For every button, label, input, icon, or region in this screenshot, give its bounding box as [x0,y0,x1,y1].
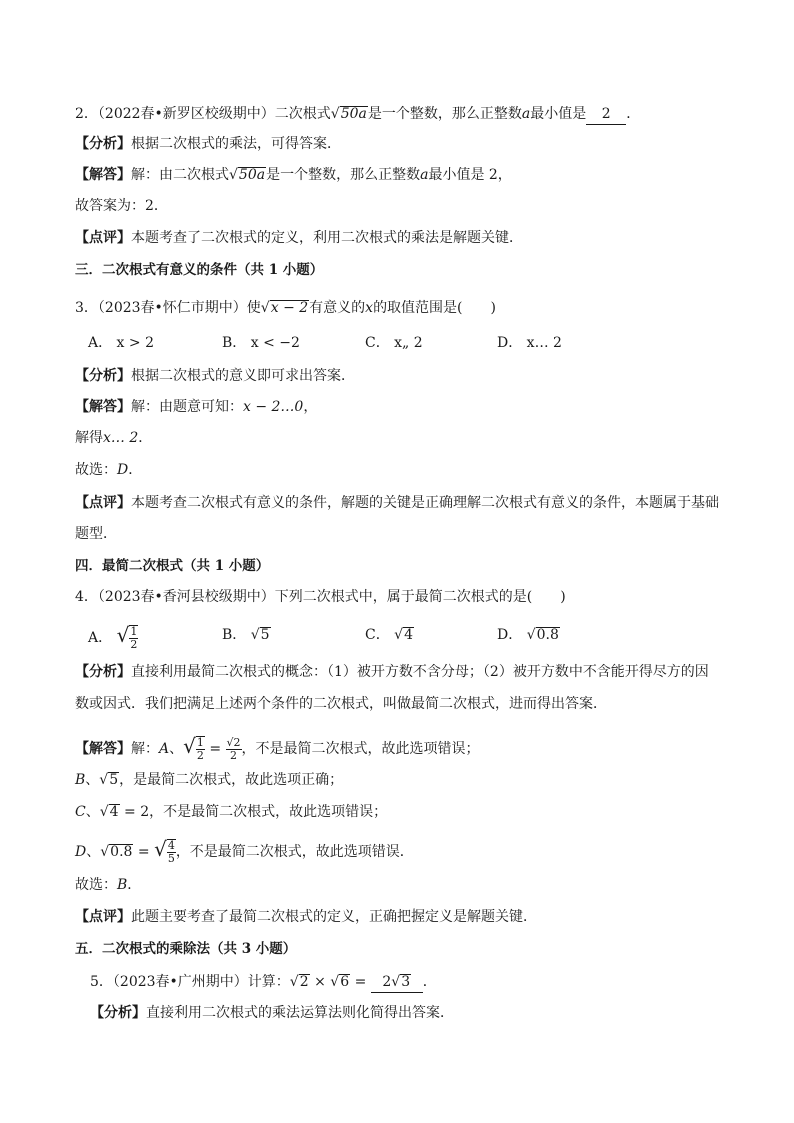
q4-solution-a-fraction [196,736,205,762]
q2-answer-blank [586,104,626,125]
q4-option-a-fraction [129,625,138,651]
q2-solution-text-2: 是一个整数，那么正整数 [266,167,421,183]
q4-choose-text: 故选： [75,877,117,893]
q3-solution-2-end: ． [138,430,153,446]
q3-stem-end: 的取值范围是( ) [373,300,496,316]
q3-radicand: x − 2 [270,300,309,316]
q4-solution-c-value: = 2 [124,804,150,820]
q4-solution-b: B、√5，是最简二次根式，故此选项正确； [75,772,344,788]
q2-comment-text: 本题考查了二次根式的定义，利用二次根式的乘法是解题关键． [131,230,523,246]
q3-comment-2: 题型． [75,526,117,542]
q3-choose-end: ． [128,462,143,478]
q2-stem-end: ． [626,106,641,122]
q4-option-a-label: A． [88,630,113,646]
q2-analysis-text: 根据二次根式的乘法，可得答案． [131,136,341,152]
q5-stem-end: ． [422,974,437,990]
q4-solution-b-end: ，是最简二次根式，故此选项正确； [119,772,344,788]
q5-radicand-2: 6 [340,974,350,990]
q4-solution-d-num: 4 [167,839,175,852]
q4-solution-a-eq-num: √2 [226,735,241,749]
section-title-3: 三．二次根式有意义的条件（共 1 小题） [75,262,324,278]
q4-option-d-radicand: 0.8 [536,627,559,643]
q4-solution-d: D、√0.8 = √ $\frac{4}{5}$ ，不是最简二次根式，故此选项错误． [75,837,414,865]
q2-solution-radicand: 50a [238,167,266,183]
q2-final: 故答案为：2． [75,198,168,214]
q4-solution-d-fraction [167,839,176,865]
analysis-tag: 【分析】 [90,1005,146,1021]
solution-tag: 【解答】 [75,167,131,183]
q4-solution-c-var: C [75,804,86,820]
comment-tag: 【点评】 [75,495,131,511]
q4-solution-c-end: ，不是最简二次根式，故此选项错误； [149,804,388,820]
q5-stem-text: 5．（2023春•广州期中）计算： [90,974,290,990]
q5-analysis-text: 直接利用二次根式的乘法运算法则化简得出答案． [146,1005,454,1021]
comment-tag: 【点评】 [75,909,131,925]
q3-stem: 3．（2023春•怀仁市期中）使√x − 2有意义的x的取值范围是( ) [75,300,496,316]
q5-stem: 5．（2023春•广州期中）计算：√2 × √6 = 2√3 ． [90,972,437,993]
q4-solution-a-end: ，不是最简二次根式，故此选项错误； [241,741,480,757]
q5-answer-coef: 2 [382,974,392,990]
q4-analysis-2: 数或因式．我们把满足上述两个条件的二次根式，叫做最简二次根式，进而得出答案． [75,696,607,712]
q3-solution-text: 解：由题意可知： [131,399,243,415]
q3-choose [75,460,142,480]
q3-choose-answer: D [117,462,129,478]
q4-option-a: A． √ $\frac{1}{2}$ [88,623,138,651]
q3-solution [75,397,317,417]
q4-solution-d-end: ，不是最简二次根式，故此选项错误． [175,844,414,860]
q2-solution-var: a [420,167,429,183]
q3-solution-2-text: 解得 [75,430,103,446]
q4-choose-answer: B [117,877,128,893]
q4-option-d-label: D． [497,627,523,643]
q5-answer-blank: 2√3 [371,972,423,993]
q5-equals: = [354,974,367,990]
q4-comment-text: 此题主要考查了最简二次根式的定义，正确把握定义是解题关键． [131,909,537,925]
q4-solution-c-radicand: 4 [109,804,119,820]
q3-solution-math: x − 2…0 [243,399,304,415]
q5-analysis [90,1003,454,1023]
q3-solution-2 [75,428,152,448]
q3-solution-end: ， [303,399,318,415]
q3-comment [75,493,719,513]
q4-option-b: B． √5 [222,627,270,643]
q5-radicand-1: 2 [299,974,309,990]
q4-option-c-label: C． [365,627,390,643]
q4-solution-a-den: 2 [196,749,204,762]
q4-option-a-den: 2 [130,638,138,651]
q4-option-c: C． √4 [365,627,414,643]
q4-solution-a: 【解答】解：A、√ $\frac{1}{2}$ = $\frac{√2}{2}$ ，不是最简二次根式，故此选项错误； [75,734,480,762]
q4-solution-a-eq-den: 2 [230,748,238,762]
q4-option-c-radicand: 4 [404,627,414,643]
q4-solution-b-radicand: 5 [109,772,119,788]
q4-analysis [75,662,709,682]
q4-stem: 4．（2023春•香河县校级期中）下列二次根式中，属于最简二次根式的是( ) [75,589,566,605]
q3-stem-text-2: 有意义的 [309,300,366,316]
q2-var: a [521,106,531,122]
q4-solution-a-var: A [159,741,170,757]
section-title-5: 五．二次根式的乘除法（共 3 小题） [75,941,297,957]
q3-analysis-text: 根据二次根式的意义即可求出答案． [131,368,355,384]
q4-comment [75,907,537,927]
analysis-tag: 【分析】 [75,368,131,384]
q2-stem: 2．（2022春•新罗区校级期中）二次根式√50a是一个整数，那么正整数a最小值是 2 ． [75,104,640,125]
q2-stem-text: 2．（2022春•新罗区校级期中）二次根式 [75,106,331,122]
q4-solution-d-var: D [75,844,87,860]
q2-analysis [75,134,341,154]
q3-stem-text: 3．（2023春•怀仁市期中）使 [75,300,261,316]
section-title-4: 四．最简二次根式（共 1 小题） [75,558,270,574]
q4-solution-d-radicand: 0.8 [110,844,133,860]
analysis-tag: 【分析】 [75,664,131,680]
q4-option-a-num: 1 [130,625,138,638]
q4-solution-a-num: 1 [196,736,204,749]
q3-option-b: B． x < −2 [222,335,300,351]
q4-choose-end: ． [127,877,142,893]
q2-solution-text: 解：由二次根式 [131,167,229,183]
q3-option-d: D． x… 2 [497,335,562,351]
q4-solution-a-pre: 解： [131,741,159,757]
q3-var: x [365,300,374,316]
q2-stem-text-3: 最小值是 [530,106,587,122]
q2-answer: 2 [601,106,611,122]
q2-solution: 【解答】解：由二次根式√50a是一个整数，那么正整数a最小值是 2， [75,167,512,183]
q2-radicand: 50a [340,106,367,122]
q4-option-b-radicand: 5 [260,627,270,643]
solution-tag: 【解答】 [75,741,131,757]
solution-tag: 【解答】 [75,399,131,415]
q2-comment [75,228,523,248]
q4-solution-a-eq-fraction [226,737,242,762]
q3-option-a: A． x > 2 [88,335,154,351]
q4-choose [75,875,141,895]
q3-analysis [75,366,355,386]
q4-analysis-text: 直接利用最简二次根式的概念：（1）被开方数不含分母；（2）被开方数中不含能开得尽方的因 [131,664,709,680]
q2-stem-text-2: 是一个整数，那么正整数 [367,106,522,122]
q4-option-b-label: B． [222,627,247,643]
q4-solution-d-den: 5 [167,852,175,865]
q4-solution-b-var: B [75,772,86,788]
q3-comment-text: 本题考查二次根式有意义的条件，解题的关键是正确理解二次根式有意义的条件，本题属于基础 [131,495,719,511]
q4-option-d: D． √0.8 [497,627,559,643]
q3-solution-2-math: x… 2 [103,430,139,446]
q3-choose-text: 故选： [75,462,117,478]
q3-option-c: C． x„ 2 [365,335,423,351]
q4-solution-c: C、√4 = 2，不是最简二次根式，故此选项错误； [75,804,388,820]
q5-times: × [314,974,326,990]
q2-solution-text-3: 最小值是 2， [428,167,512,183]
analysis-tag: 【分析】 [75,136,131,152]
q5-answer-radicand: 3 [401,974,411,990]
comment-tag: 【点评】 [75,230,131,246]
